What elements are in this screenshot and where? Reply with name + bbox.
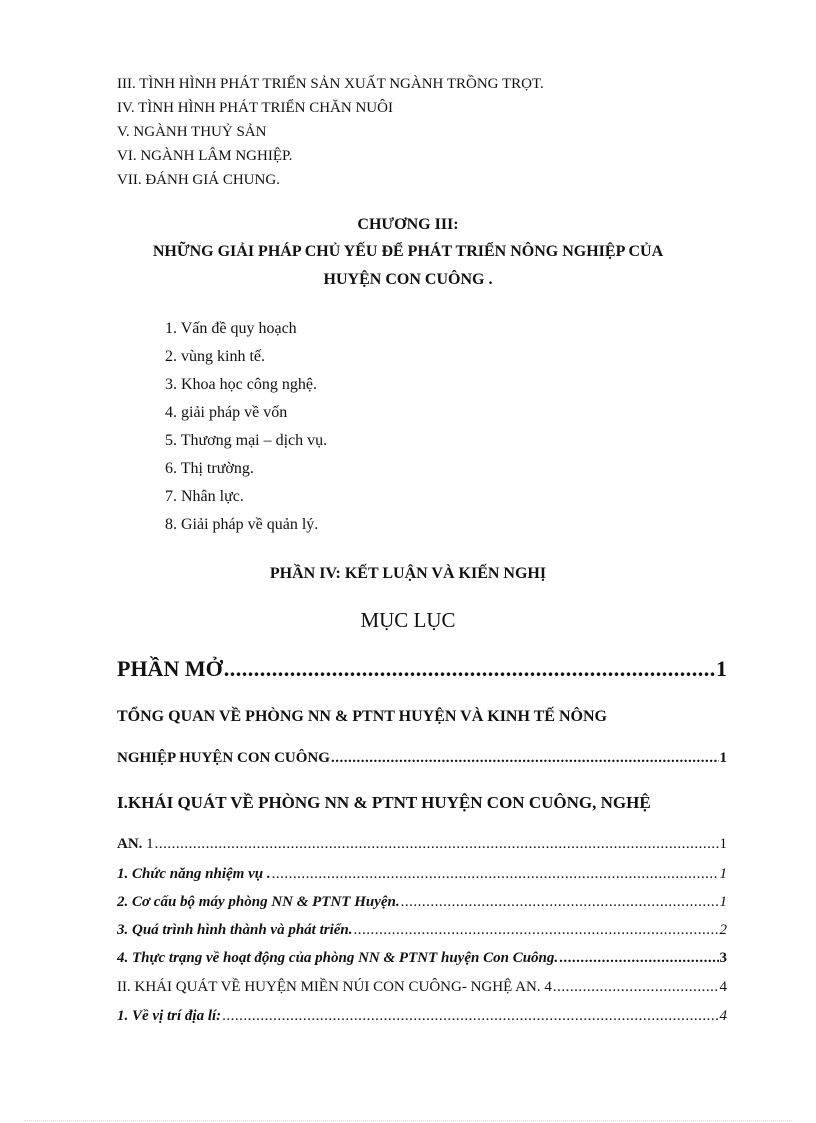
toc-page-number: 1 [719,750,727,766]
outline-section-4: IV. TÌNH HÌNH PHÁT TRIỂN CHĂN NUÔI [117,100,393,116]
chapter-title-line-2: HUYỆN CON CUÔNG . [323,271,493,288]
toc-dot-leader [155,836,719,853]
toc-section-1-line-2[interactable] [117,836,727,853]
toc-page-number: 2 [719,922,727,938]
toc-section-1-line-1[interactable]: I.KHÁI QUÁT VỀ PHÒNG NN & PTNT HUYỆN CON CUÔNG, NGHỆ [117,793,651,812]
toc-title: MỤC LỤC [360,608,456,632]
toc-label: 4. Thực trạng về hoạt động của phòng NN & PTNT huyện Con Cuông. [117,950,559,966]
outline-section-6: VI. NGÀNH LÂM NGHIỆP. [117,148,293,164]
toc-page-number: 1 [716,656,727,681]
toc-entry[interactable] [117,979,727,996]
toc-label: AN. [117,836,143,852]
toc-entry[interactable] [117,922,727,939]
toc-dot-leader [559,950,718,967]
toc-label: PHẦN MỞ [117,656,223,681]
toc-dot-leader [272,866,719,883]
chapter-item-3: 3. Khoa học công nghệ. [165,376,317,393]
toc-label: 1. Về vị trí địa lí: [117,1008,222,1024]
chapter-item-2: 2. vùng kinh tế. [165,348,265,365]
toc-entry[interactable] [117,866,727,883]
outline-section-3: III. TÌNH HÌNH PHÁT TRIỂN SẢN XUẤT NGÀNH TRỒNG TRỌT. [117,76,544,92]
chapter-item-6: 6. Thị trường. [165,460,254,477]
toc-dot-leader [401,894,719,911]
toc-page-number: 4 [719,979,727,995]
toc-label: NGHIỆP HUYỆN CON CUÔNG [117,750,330,766]
page-bottom-rule [24,1120,792,1121]
toc-label: II. KHÁI QUÁT VỀ HUYỆN MIỀN NÚI CON CUÔNG- NGHỆ AN. 4 [117,979,552,995]
chapter-item-4: 4. giải pháp về vốn [165,404,288,421]
toc-entry[interactable] [117,1008,727,1025]
toc-dot-leader [224,656,715,682]
toc-overview-line-2[interactable] [117,750,727,767]
toc-page-number: 3 [719,950,727,966]
chapter-item-5: 5. Thương mại – dịch vụ. [165,432,328,449]
chapter-item-7: 7. Nhân lực. [165,488,244,505]
toc-dot-leader [331,750,719,767]
toc-page-number: 1 [719,836,727,852]
toc-overview-line-1[interactable]: TỔNG QUAN VỀ PHÒNG NN & PTNT HUYỆN VÀ KINH TẾ NÔNG [117,708,607,725]
toc-dot-leader [354,922,719,939]
toc-entry[interactable] [117,894,727,911]
toc-label: 3. Quá trình hình thành và phát triển. [117,922,353,938]
toc-page-number: 1 [719,866,727,882]
toc-dot-leader [553,979,719,996]
part-4-title: PHẦN IV: KẾT LUẬN VÀ KIẾN NGHỊ [269,565,547,582]
outline-section-5: V. NGÀNH THUỶ SẢN [117,124,267,140]
toc-entry[interactable] [117,950,727,967]
toc-part-one[interactable] [117,656,727,682]
chapter-item-8: 8. Giải pháp về quản lý. [165,516,319,533]
chapter-item-1: 1. Vấn đề quy hoạch [165,320,297,337]
toc-dot-leader [222,1008,718,1025]
toc-label: 2. Cơ cấu bộ máy phòng NN & PTNT Huyện. [117,894,400,910]
toc-page-number: 1 [719,894,727,910]
outline-section-7: VII. ĐÁNH GIÁ CHUNG. [117,172,280,188]
chapter-heading: CHƯƠNG III: [357,216,459,233]
chapter-title-line-1: NHỮNG GIẢI PHÁP CHỦ YẾU ĐỂ PHÁT TRIỂN NÔNG NGHIỆP CỦA [152,243,664,260]
toc-label-suffix: 1 [142,836,154,852]
toc-label: 1. Chức năng nhiệm vụ . [117,866,271,882]
toc-page-number: 4 [719,1008,727,1024]
